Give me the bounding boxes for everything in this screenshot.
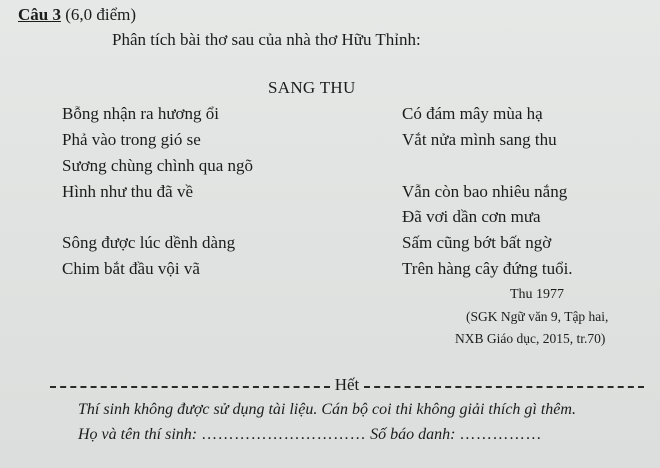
candidate-id-label: Số báo danh: — [370, 426, 456, 443]
poem-line: Đã vơi dần cơn mưa — [402, 207, 541, 226]
question-points: (6,0 điểm) — [65, 5, 137, 24]
candidate-id-blank: …………… — [459, 426, 542, 443]
poem-line: Sấm cũng bớt bất ngờ — [402, 233, 552, 252]
candidate-info-row — [78, 426, 542, 444]
end-marker: Hết — [334, 375, 360, 394]
candidate-name-blank: ………………………… — [201, 426, 367, 443]
poem-line: Bỗng nhận ra hương ổi — [62, 104, 220, 123]
poem-source-line1: (SGK Ngữ văn 9, Tập hai, — [466, 309, 609, 324]
poem-line: Trên hàng cây đứng tuổi. — [402, 259, 573, 278]
candidate-name-label: Họ và tên thí sinh: — [78, 426, 198, 443]
poem-line: Sông được lúc dềnh dàng — [62, 233, 236, 252]
poem-source-line2: NXB Giáo dục, 2015, tr.70) — [455, 331, 606, 346]
question-heading — [18, 5, 136, 25]
poem-line: Vắt nửa mình sang thu — [402, 130, 557, 149]
poem-date: Thu 1977 — [510, 287, 565, 302]
poem-line: Có đám mây mùa hạ — [402, 104, 543, 123]
poem-title: SANG THU — [268, 78, 356, 97]
question-label: Câu 3 — [18, 5, 61, 24]
poem-line: Hình như thu đã về — [62, 182, 194, 201]
question-instruction: Phân tích bài thơ sau của nhà thơ Hữu Thỉnh: — [112, 30, 421, 49]
exam-notice: Thí sinh không được sử dụng tài liệu. Cán bộ coi thi không giải thích gì thêm. — [78, 401, 576, 418]
poem-line: Chim bắt đầu vội vã — [62, 259, 200, 278]
poem-line: Sương chùng chình qua ngõ — [62, 156, 254, 175]
dashed-rule-left — [50, 386, 330, 388]
poem-line: Vẫn còn bao nhiêu nắng — [402, 182, 568, 201]
poem-line: Phả vào trong gió se — [62, 130, 201, 149]
dashed-rule-right — [364, 386, 644, 388]
end-divider — [50, 375, 644, 395]
